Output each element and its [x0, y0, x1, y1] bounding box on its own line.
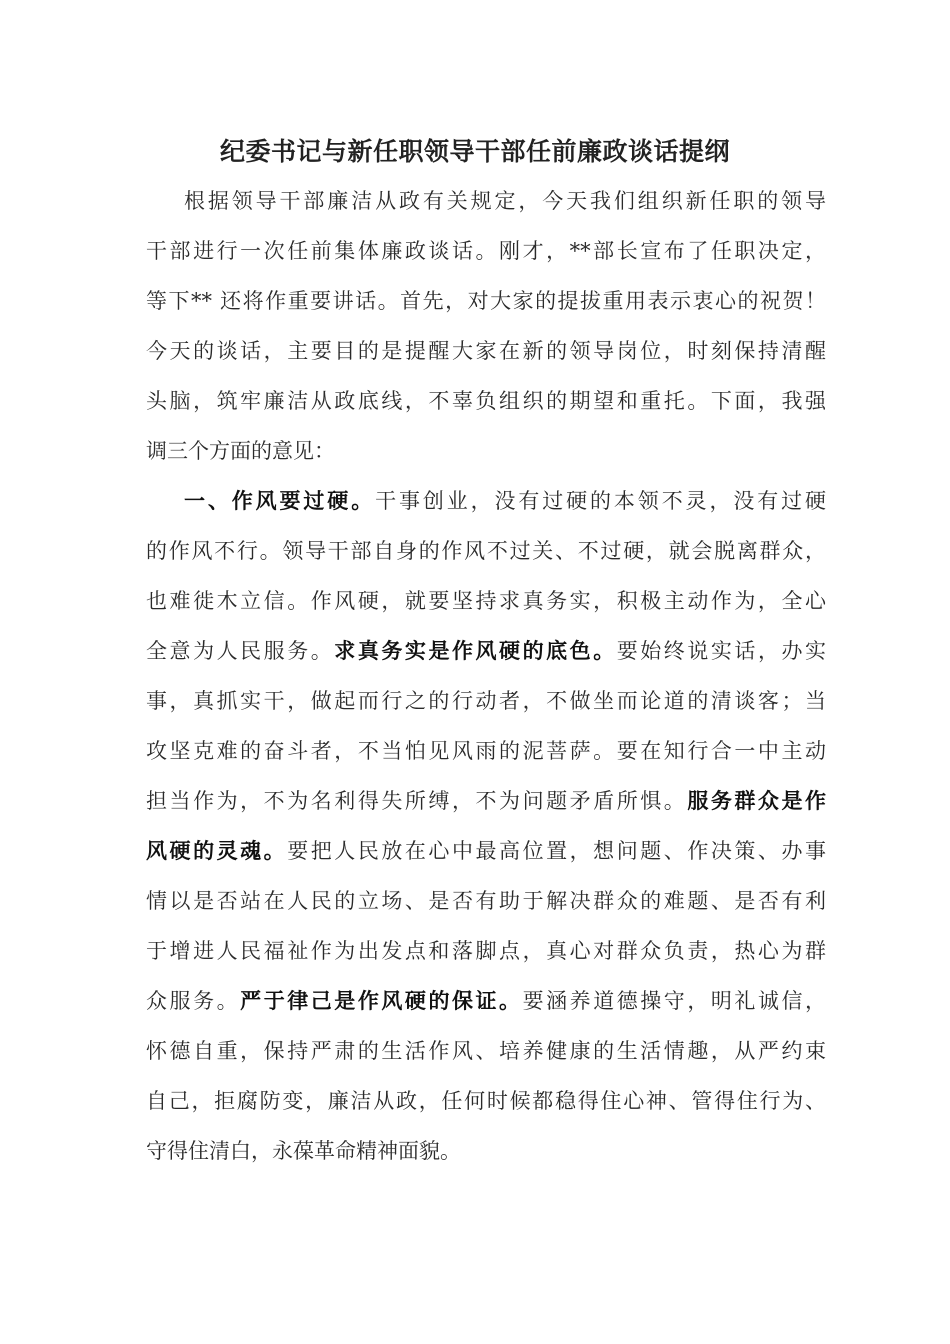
text-run: 于增进人民福祉作为出发点和落脚点，真心对群众负责，热心为群 [146, 939, 826, 963]
paragraph-line [146, 226, 826, 276]
paragraph-line [146, 626, 826, 676]
paragraph-line [146, 426, 826, 476]
bold-text-run: 严于律己是作风硬的保证。 [240, 988, 523, 1013]
text-run: 要把人民放在心中最高位置，想问题、作决策、办事 [287, 839, 826, 863]
paragraph-line [146, 726, 826, 776]
paragraph-line [146, 1076, 826, 1126]
text-run: 全意为人民服务。 [146, 639, 335, 663]
text-run: 众服务。 [146, 989, 241, 1013]
paragraph-line [184, 176, 826, 226]
paragraph-line [146, 826, 826, 876]
text-run: 担当作为，不为名利得失所缚，不为问题矛盾所惧。 [146, 789, 688, 813]
text-run: 等下** 还将作重要讲话。首先，对大家的提拔重用表示衷心的祝贺！ [146, 289, 826, 313]
bold-text-run: 求真务实是作风硬的底色。 [334, 638, 617, 663]
paragraph-line [146, 1026, 826, 1076]
text-run: 自己，拒腐防变，廉洁从政，任何时候都稳得住心神、管得住行为、 [146, 1089, 826, 1113]
paragraph-line [146, 976, 826, 1026]
text-run: 的作风不行。领导干部自身的作风不过关、不过硬，就会脱离群众， [146, 539, 826, 563]
paragraph-line [146, 876, 826, 926]
bold-text-run: 服务群众是作 [687, 788, 826, 813]
section-heading: 一、作风要过硬。 [184, 488, 376, 513]
paragraph-line [146, 576, 826, 626]
text-run: 也难徙木立信。作风硬，就要坚持求真务实，积极主动作为，全心 [146, 589, 826, 613]
text-run: 情以是否站在人民的立场、是否有助于解决群众的难题、是否有利 [146, 889, 826, 913]
paragraph-line [146, 376, 826, 426]
text-run: 根据领导干部廉洁从政有关规定，今天我们组织新任职的领导 [184, 189, 826, 213]
document-title: 纪委书记与新任职领导干部任前廉政谈话提纲 [219, 137, 730, 166]
text-run: 调三个方面的意见： [146, 439, 335, 463]
text-run: 攻坚克难的奋斗者，不当怕见风雨的泥菩萨。要在知行合一中主动 [146, 739, 826, 763]
text-run: 干部进行一次任前集体廉政谈话。刚才，**部长宣布了任职决定， [146, 239, 826, 263]
text-run: 要始终说实话，办实 [616, 639, 826, 663]
paragraph-line [184, 476, 826, 526]
text-run: 事，真抓实干，做起而行之的行动者，不做坐而论道的清谈客；当 [146, 689, 826, 713]
text-run: 要涵养道德操守，明礼诚信， [522, 989, 826, 1013]
text-run: 干事创业，没有过硬的本领不灵，没有过硬 [375, 489, 826, 513]
paragraph-line [146, 676, 826, 726]
paragraph-line [146, 326, 826, 376]
paragraph-line [146, 926, 826, 976]
text-run: 头脑，筑牢廉洁从政底线，不辜负组织的期望和重托。下面，我强 [146, 389, 826, 413]
paragraph-line [146, 526, 826, 576]
bold-text-run: 风硬的灵魂。 [146, 838, 288, 863]
text-run: 今天的谈话，主要目的是提醒大家在新的领导岗位，时刻保持清醒 [146, 339, 826, 363]
paragraph-line [146, 776, 826, 826]
paragraph-line [146, 1126, 826, 1176]
paragraph-line [146, 276, 826, 326]
text-run: 怀德自重，保持严肃的生活作风、培养健康的生活情趣，从严约束 [146, 1039, 826, 1063]
text-run: 守得住清白，永葆革命精神面貌。 [146, 1139, 461, 1163]
